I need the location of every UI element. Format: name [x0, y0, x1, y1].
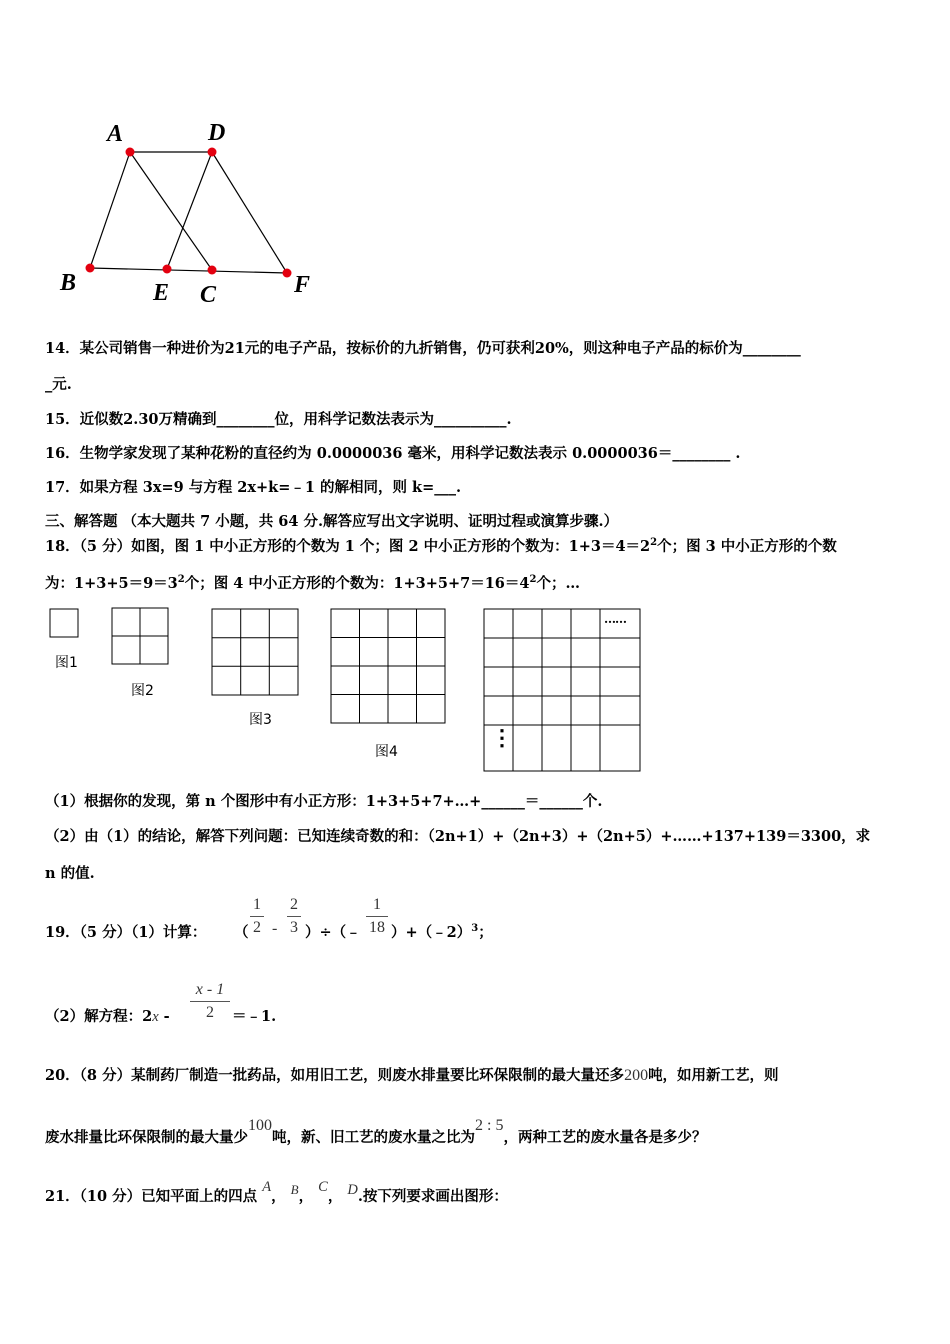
question-18-part2-line2: n 的值.	[45, 865, 95, 882]
point-e	[163, 265, 172, 274]
segment-bf	[90, 268, 287, 273]
question-21: 21．（10 分）已知平面上的四点 A， B， C， D.按下列要求画出图形：	[45, 1179, 508, 1205]
figure-1-grid	[49, 608, 81, 640]
figure-3-caption: 图3	[249, 712, 272, 728]
figure-3-grid	[211, 608, 301, 698]
question-19-prefix: 19．（5 分）（1）计算：	[45, 924, 207, 941]
figure-n-horizontal-dots: ……	[604, 612, 626, 626]
segment-ab	[90, 152, 130, 268]
figure-1-caption: 图1	[55, 655, 78, 671]
fraction-x-minus-1-over-2: x - 1 2	[190, 981, 230, 1022]
label-f: F	[294, 272, 311, 298]
point-a	[126, 148, 135, 157]
question-14-line2: _元.	[45, 376, 72, 393]
question-15: 15．近似数2.30万精确到________位，用科学记数法表示为__________.	[45, 411, 512, 428]
question-19-minus: -	[272, 920, 278, 937]
label-d: D	[208, 120, 226, 146]
segment-de	[167, 152, 212, 269]
question-19-part2-suffix: ＝﹣1.	[232, 1008, 277, 1025]
question-18-line2: 为：$1+3+5=9=3^2$个；图 4 中小正方形的个数为：$1+3+5+7=16=4^2$个；…	[45, 574, 580, 592]
geometry-figure	[55, 112, 325, 312]
question-16: 16．生物学家发现了某种花粉的直径约为 0.0000036 毫米，用科学记数法表示 0.0000036＝________ .	[45, 445, 741, 462]
question-19-part2-prefix: （2）解方程：2x -	[45, 1008, 170, 1025]
question-19-open-paren: （	[234, 924, 249, 941]
question-18-line1: 18．（5 分）如图，图 1 中小正方形的个数为 1 个；图 2 中小正方形的个数为：$1+3=4=2^2$个；图 3 中小正方形的个数	[45, 537, 837, 555]
figure-2-caption: 图2	[131, 683, 154, 699]
point-c	[208, 266, 217, 275]
point-b	[86, 264, 95, 273]
label-b: B	[60, 270, 77, 296]
figure-4-caption: 图4	[375, 744, 398, 760]
question-20-line1: 20．（8 分）某制药厂制造一批药品，如用旧工艺，则废水排量要比环保限制的最大量还多200吨，如用新工艺，则	[45, 1067, 779, 1084]
label-c: C	[200, 282, 217, 308]
fraction-two-thirds: 2 3	[287, 896, 301, 937]
label-e: E	[153, 280, 170, 306]
fraction-one-eighteenth: 1 18	[366, 896, 388, 937]
point-f	[283, 269, 292, 278]
question-18-part1: （1）根据你的发现，第 n 个图形中有小正方形：1+3+5+7+…+______＝______个.	[45, 793, 603, 810]
question-17: 17．如果方程 3x=9 与方程 2x+k=﹣1 的解相同，则 k=___.	[45, 479, 462, 496]
segment-df	[212, 152, 287, 273]
figure-n-vertical-dots: ⋮	[491, 725, 513, 751]
question-19-tail: ）+（﹣2）$^3$；	[391, 923, 493, 941]
figure-4-grid	[330, 608, 448, 726]
label-a: A	[107, 121, 124, 147]
segment-ac	[130, 152, 212, 270]
figure-2-grid	[111, 607, 171, 667]
section-3-header: 三、解答题 （本大题共 7 小题，共 64 分.解答应写出文字说明、证明过程或演算步骤.）	[45, 513, 619, 530]
question-19-divide: ）÷（﹣	[305, 924, 361, 941]
question-14-line1: 14．某公司销售一种进价为21元的电子产品，按标价的九折销售，仍可获利20%，则这种电子产品的标价为________	[45, 340, 801, 357]
fraction-one-half: 1 2	[250, 896, 264, 937]
question-20-line2: 废水排量比环保限制的最大量少100吨，新、旧工艺的废水量之比为2 : 5，两种工艺的废水量各是多少？	[45, 1117, 707, 1146]
point-d	[208, 148, 217, 157]
question-18-part2-line1: （2）由（1）的结论，解答下列问题：已知连续奇数的和：（2n+1）+（2n+3）+（2n+5）+……+137+139＝3300，求	[45, 828, 871, 845]
